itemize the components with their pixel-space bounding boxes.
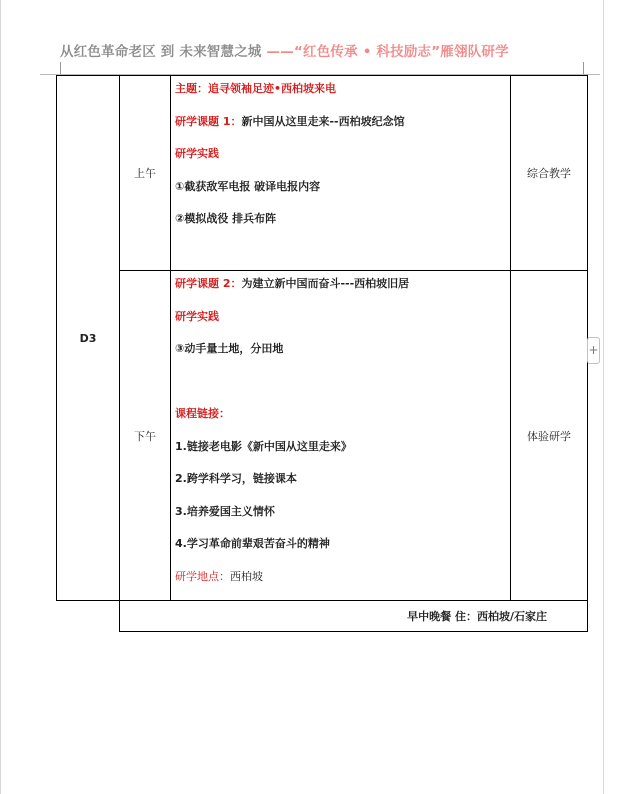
topic1-label: 研学课题 1： (175, 114, 242, 128)
activity-item-3: ③动手量土地，分田地 (175, 342, 284, 355)
morning-content (171, 76, 511, 271)
header-subtitle: ——“红色传承 • 科技励志”雁翎队研学 (266, 44, 509, 60)
theme-label: 主题： (175, 82, 208, 95)
theme-text: 追寻领袖足迹•西柏坡来电 (208, 82, 337, 95)
link-item-2: 2.跨学科学习，链接课本 (175, 472, 297, 485)
meals-accommodation: 早中晚餐 住：西柏坡/石家庄 (120, 601, 588, 632)
afternoon-content (171, 271, 511, 601)
links-label: 课程链接： (175, 407, 230, 420)
location-text: 西柏坡 (230, 569, 263, 583)
activity-item-1: ①截获敌军电报 破译电报内容 (175, 179, 321, 193)
location-label: 研学地点： (175, 569, 230, 583)
activity-item-2: ②模拟战役 排兵布阵 (175, 212, 277, 225)
header-title: 从红色革命老区 到 未来智慧之城 (60, 44, 262, 60)
page-right-edge (603, 0, 604, 794)
topic2-label: 研学课题 2： (175, 277, 242, 290)
empty-cell (57, 601, 120, 632)
period-morning: 上午 (120, 76, 171, 271)
table-row-meals (57, 601, 588, 632)
period-afternoon: 下午 (120, 271, 171, 601)
type-afternoon: 体验研学 (511, 271, 588, 601)
day-cell: D3 (57, 76, 120, 601)
link-item-3: 3.培养爱国主义情怀 (175, 504, 275, 518)
page-header (60, 40, 590, 60)
link-item-4: 4.学习革命前辈艰苦奋斗的精神 (175, 537, 330, 550)
practice-label-afternoon: 研学实践 (175, 309, 219, 323)
add-button[interactable]: + (587, 337, 600, 364)
link-item-1: 1.链接老电影《新中国从这里走来》 (175, 439, 352, 453)
page-left-edge (0, 0, 1, 794)
table-row-morning (57, 76, 588, 271)
type-morning: 综合教学 (511, 76, 588, 271)
topic2-text: 为建立新中国而奋斗---西柏坡旧居 (241, 277, 410, 290)
table-row-afternoon (57, 271, 588, 601)
topic1-text: 新中国从这里走来--西柏坡纪念馆 (241, 114, 405, 128)
practice-label-morning: 研学实践 (175, 147, 219, 160)
schedule-table (56, 75, 588, 632)
